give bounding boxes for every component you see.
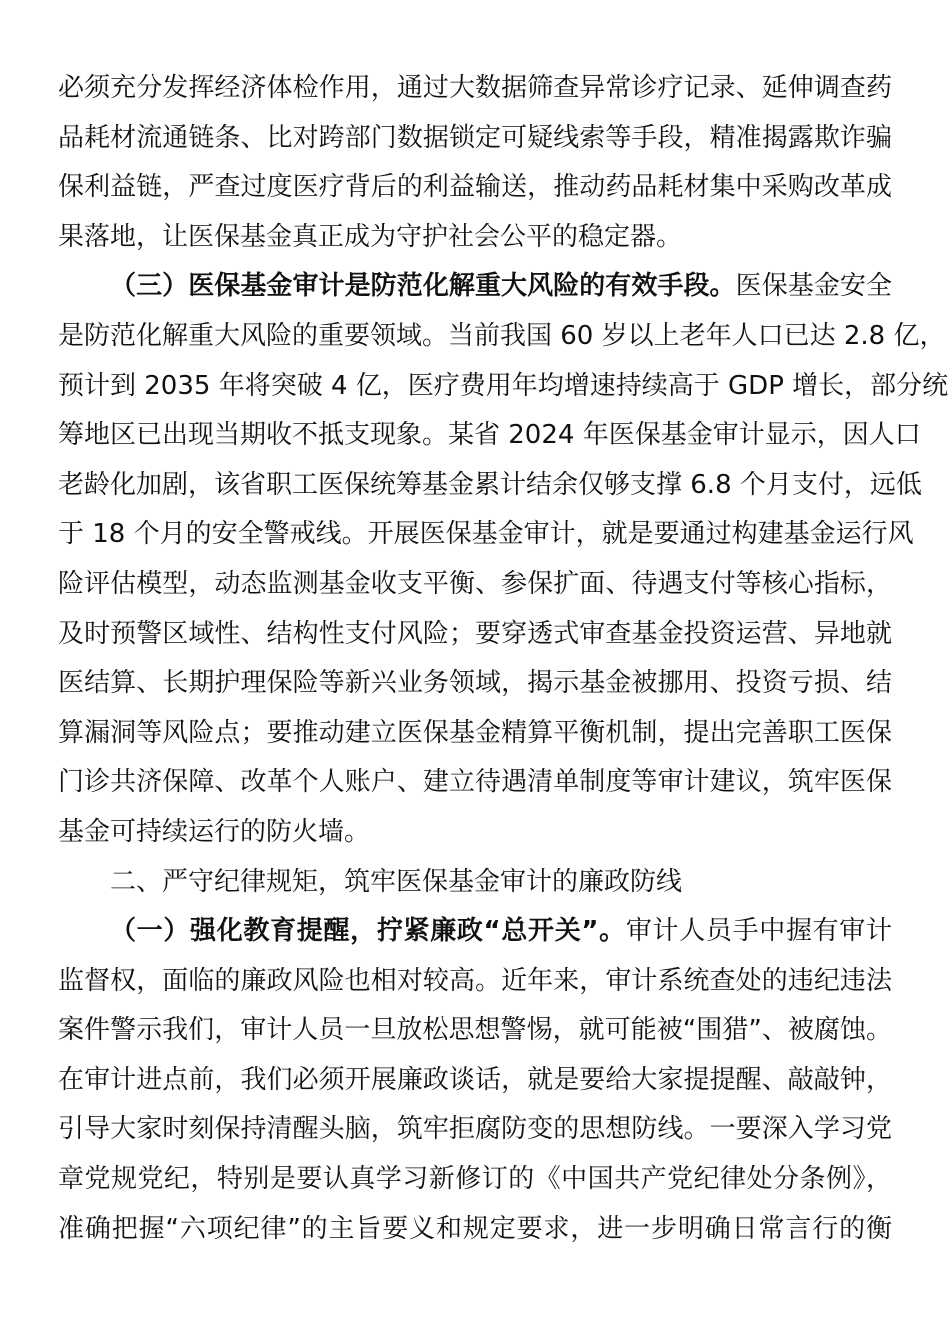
text-line: 算漏洞等风险点；要推动建立医保基金精算平衡机制，提出完善职工医保 bbox=[58, 717, 892, 748]
text-line: 保利益链，严查过度医疗背后的利益输送，推动药品耗材集中采购改革成 bbox=[58, 172, 892, 203]
text-line: 预计到 2035 年将突破 4 亿，医疗费用年均增速持续高于 GDP 增长，部分统 bbox=[58, 370, 949, 401]
text-line: 在审计进点前，我们必须开展廉政谈话，就是要给大家提提醒、敲敲钟， bbox=[58, 1064, 892, 1095]
text-line-with-heading bbox=[58, 262, 892, 312]
paragraph-heading: （一）强化教育提醒，拧紧廉政“总开关”。 bbox=[110, 916, 626, 947]
text-line: 门诊共济保障、改革个人账户、建立待遇清单制度等审计建议，筑牢医保 bbox=[58, 767, 892, 798]
text-line: 章党规党纪，特别是要认真学习新修订的《中国共产党纪律处分条例》， bbox=[58, 1164, 892, 1195]
text-line: 准确把握“六项纪律”的主旨要义和规定要求，进一步明确日常言行的衡 bbox=[58, 1213, 892, 1244]
document-page bbox=[58, 64, 949, 1254]
text-line: 案件警示我们，审计人员一旦放松思想警惕，就可能被“围猎”、被腐蚀。 bbox=[58, 1015, 892, 1046]
paragraph-2 bbox=[58, 262, 949, 857]
text-line-rest: 医保基金安全 bbox=[735, 271, 892, 302]
section-title bbox=[58, 858, 892, 908]
text-line: 必须充分发挥经济体检作用，通过大数据筛查异常诊疗记录、延伸调查药 bbox=[58, 73, 892, 103]
paragraph-heading: （三）医保基金审计是防范化解重大风险的有效手段。 bbox=[110, 271, 736, 302]
text-line: 老龄化加剧，该省职工医保统筹基金累计结余仅够支撑 6.8 个月支付，远低 bbox=[58, 469, 922, 500]
paragraph-3 bbox=[58, 907, 892, 1254]
text-line-with-heading bbox=[58, 907, 892, 957]
text-line: 险评估模型，动态监测基金收支平衡、参保扩面、待遇支付等核心指标， bbox=[58, 568, 892, 599]
text-line: 及时预警区域性、结构性支付风险；要穿透式审查基金投资运营、异地就 bbox=[58, 618, 892, 649]
text-line-rest: 审计人员手中握有审计 bbox=[625, 916, 892, 947]
text-line: 筹地区已出现当期收不抵支现象。某省 2024 年医保基金审计显示，因人口 bbox=[58, 420, 921, 451]
text-line: 果落地，让医保基金真正成为守护社会公平的稳定器。 bbox=[58, 221, 683, 252]
text-line: 引导大家时刻保持清醒头脑，筑牢拒腐防变的思想防线。一要深入学习党 bbox=[58, 1114, 892, 1145]
text-line: 品耗材流通链条、比对跨部门数据锁定可疑线索等手段，精准揭露欺诈骗 bbox=[58, 122, 892, 153]
text-line: 于 18 个月的安全警戒线。开展医保基金审计，就是要通过构建基金运行风 bbox=[58, 519, 914, 550]
text-line: 医结算、长期护理保险等新兴业务领域，揭示基金被挪用、投资亏损、结 bbox=[58, 668, 892, 699]
text-line: 监督权，面临的廉政风险也相对较高。近年来，审计系统查处的违纪违法 bbox=[58, 965, 892, 996]
section-2-title: 二、严守纪律规矩，筑牢医保基金审计的廉政防线 bbox=[110, 866, 683, 897]
text-line: 基金可持续运行的防火墙。 bbox=[58, 816, 371, 847]
paragraph-1 bbox=[58, 64, 892, 262]
text-line: 是防范化解重大风险的重要领域。当前我国 60 岁以上老年人口已达 2.8 亿， bbox=[58, 320, 946, 351]
